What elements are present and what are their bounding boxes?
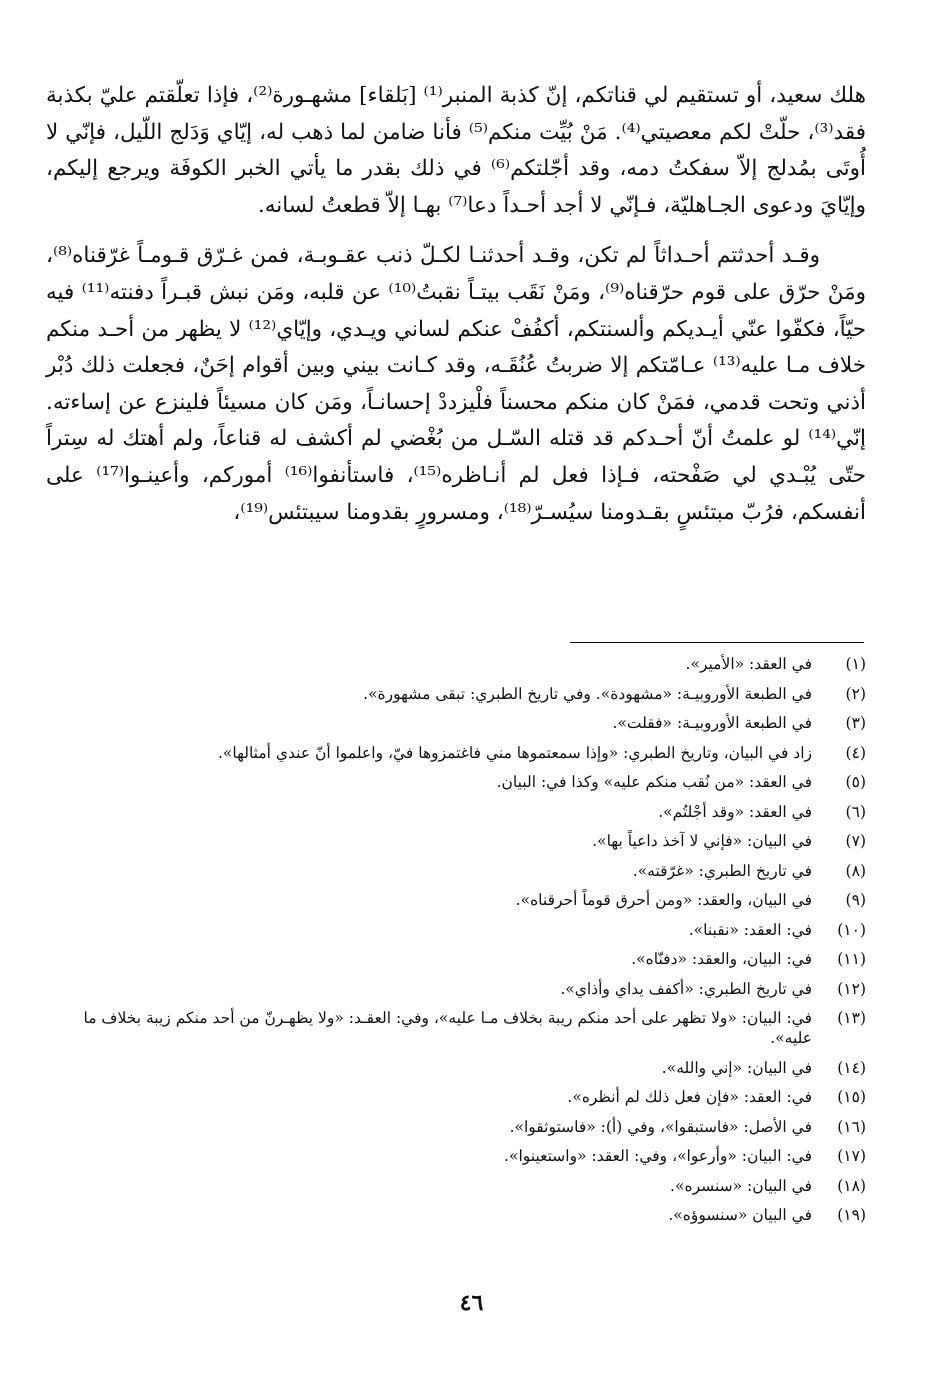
footnote-text: في تاريخ الطبري: «غرّقته». (632, 861, 812, 880)
footnote-text: في العقد: «الأمير». (685, 655, 812, 673)
footnote-text: في البيان: «فإني لا آخذ داعياً بها». (592, 832, 812, 850)
footnote-4 (46, 743, 866, 763)
footnote-number: (١٣) (837, 1009, 866, 1027)
footnote-number: (١٢) (837, 979, 866, 998)
footnote-number: (٣) (845, 714, 866, 732)
footnote-text: في البيان، والعقد: «ومن أحرق قوماً أحرقناه». (515, 891, 812, 909)
footnote-number: (١٠) (837, 920, 866, 939)
footnote-15 (46, 1087, 866, 1107)
footnote-11 (46, 949, 866, 969)
footnote-17 (46, 1146, 866, 1166)
footnote-text: في العقد: «من نُقب منكم عليه» وكذا في: البيان. (496, 773, 812, 791)
footnote-number: (٩) (845, 891, 866, 909)
footnote-text: زاد في البيان، وتاريخ الطبري: «وإذا سمعتموها مني فاغتمزوها فيّ، واعلموا أنّ عندي أمثالها». (217, 743, 812, 762)
footnote-10 (46, 920, 866, 940)
footnote-number: (١٧) (837, 1147, 866, 1165)
footnote-number: (١٤) (837, 1058, 866, 1077)
main-text (46, 78, 866, 531)
footnote-text: في: البيان، والعقد: «دفنّاه». (631, 950, 812, 968)
footnote-number: (٢) (845, 684, 866, 703)
footnote-number: (١) (845, 655, 866, 673)
footnote-number: (١٩) (837, 1206, 866, 1224)
footnote-number: (١٥) (837, 1088, 866, 1106)
footnote-7 (46, 831, 866, 851)
footnote-text: في الطبعة الأوروبيـة: «فقلت». (612, 714, 812, 732)
footnote-2 (46, 684, 866, 704)
footnote-9 (46, 890, 866, 910)
footnote-text: في: البيان: «وأرعوا»، وفي: العقد: «واستعينوا». (504, 1147, 812, 1165)
footnote-5 (46, 772, 866, 792)
footnote-number: (١١) (837, 950, 866, 968)
page-number: ٤٦ (459, 1290, 484, 1316)
footnote-text: في: العقد: «نقبنا». (688, 920, 812, 939)
footnote-number: (١٦) (837, 1117, 866, 1136)
footnote-text: في الأصل: «فاستبقوا»، وفي (أ): «فاستوثقوا». (509, 1117, 812, 1136)
footnote-18 (46, 1176, 866, 1196)
footnote-19 (46, 1205, 866, 1225)
footnote-number: (٦) (845, 802, 866, 821)
footnote-text: في الطبعة الأوروبيـة: «مشهودة». وفي تاريخ الطبري: تبقى مشهورة». (363, 684, 812, 703)
footnote-14 (46, 1058, 866, 1078)
footnote-12 (46, 979, 866, 999)
footnotes (46, 654, 866, 1235)
footnote-text: في: العقد: «فإن فعل ذلك لم أنظره». (567, 1088, 812, 1106)
footnote-text: في تاريخ الطبري: «أكفف يداي وأذاي». (560, 979, 812, 998)
footnote-text: في: البيان: «ولا تظهر على أحد منكم ريبة بخلاف مـا عليه»، وفي: العقـد: «ولا يظهـرنّ من أحد منكم زيبة بخلاف ما عليه». (83, 1009, 812, 1047)
footnote-1 (46, 654, 866, 674)
paragraph-2: وقـد أحدثتم أحـداثاً لم تكن، وقـد أحدثنـا لكـلّ ذنب عقـوبـة، فمن غـرّق قـومـاً غرّقناه⁽⁸⁾، ومَنْ حرّق على قوم حرّقناه⁽⁹⁾، ومَنْ نَقَب بيتـاً نقبتُ⁽¹⁰⁾ عن قلبه، ومَن نبش قبـراً دفنته⁽¹¹⁾ فيه حيّاً، فكفّوا عنّي أيـديكم وألسنتكم، أكفُفْ عنكم لساني ويـدي، وإيّاي⁽¹²⁾ لا يظهر من أحـد منكم خلاف مـا عليه⁽¹³⁾ عـامّتكم إلا ضربتُ عُنُقَـه، وقد كـانت بيني وبين أقوام إحَنٌ، فجعلت ذلك دُبْر أذني وتحت قدمي، فمَنْ كان منكم محسناً فلْيزددْ إحسانـاً، ومَن كان مسيئاً فلينزع عن إساءته. إنّي⁽¹⁴⁾ لو علمتُ أنّ أحـدكم قد قتله السّـل من بُغْضي لم أكشف له قناعاً، ولم أهتك له سِتراً حتّى يُبْـدي لي صَفْحته، فـإذا فعل لم أنـاظره⁽¹⁵⁾، فاستأنفوا⁽¹⁶⁾ أموركم، وأعينـوا⁽¹⁷⁾ على أنفسكم، فرُبّ مبتئسٍ بقـدومنا سيُسـرّ⁽¹⁸⁾، ومسرورٍ بقدومنا سيبتئس⁽¹⁹⁾، (46, 243, 867, 525)
footnote-3 (46, 713, 866, 733)
paragraph-1: هلك سعيد، أو تستقيم لي قناتكم، إنّ كذبة المنبر⁽¹⁾ [بَلقاء] مشهـورة⁽²⁾، فإذا تعلّقتم عليّ بكذبة فقد⁽³⁾، حلّتْ لكم معصيتي⁽⁴⁾. مَنْ بُيِّت منكم⁽⁵⁾ فأنا ضامن لما ذهب له، إيّاي وَدَلج اللّيل، فإنّي لا أُوتَى بمُدلج إلاّ سفكتُ دمه، وقد أجّلتكم⁽⁶⁾ في ذلك بقدر ما يأتي الخبر الكوفَة ويرجع إليكم، وإيّايَ ودعوى الجـاهليّة، فـإنّي لا أجد أحـداً دعا⁽⁷⁾ بهـا إلاّ قطعتُ لسانه. (46, 83, 866, 218)
footnote-number: (٥) (845, 773, 866, 791)
footnote-8 (46, 861, 866, 881)
footnote-text: في البيان: «إني والله». (661, 1058, 812, 1077)
footnote-13 (46, 1008, 866, 1048)
footnote-6 (46, 802, 866, 822)
footnote-text: في العقد: «وقد أجْلتُم». (658, 802, 812, 821)
footnote-number: (٧) (845, 832, 866, 850)
footnote-number: (١٨) (837, 1176, 866, 1195)
footnote-16 (46, 1117, 866, 1137)
footnote-text: في البيان «سنسوؤه». (668, 1206, 812, 1224)
footnote-number: (٤) (845, 743, 866, 762)
footnote-text: في البيان: «سنسره». (670, 1176, 812, 1195)
footnote-separator (570, 642, 864, 643)
footnote-number: (٨) (845, 861, 866, 880)
